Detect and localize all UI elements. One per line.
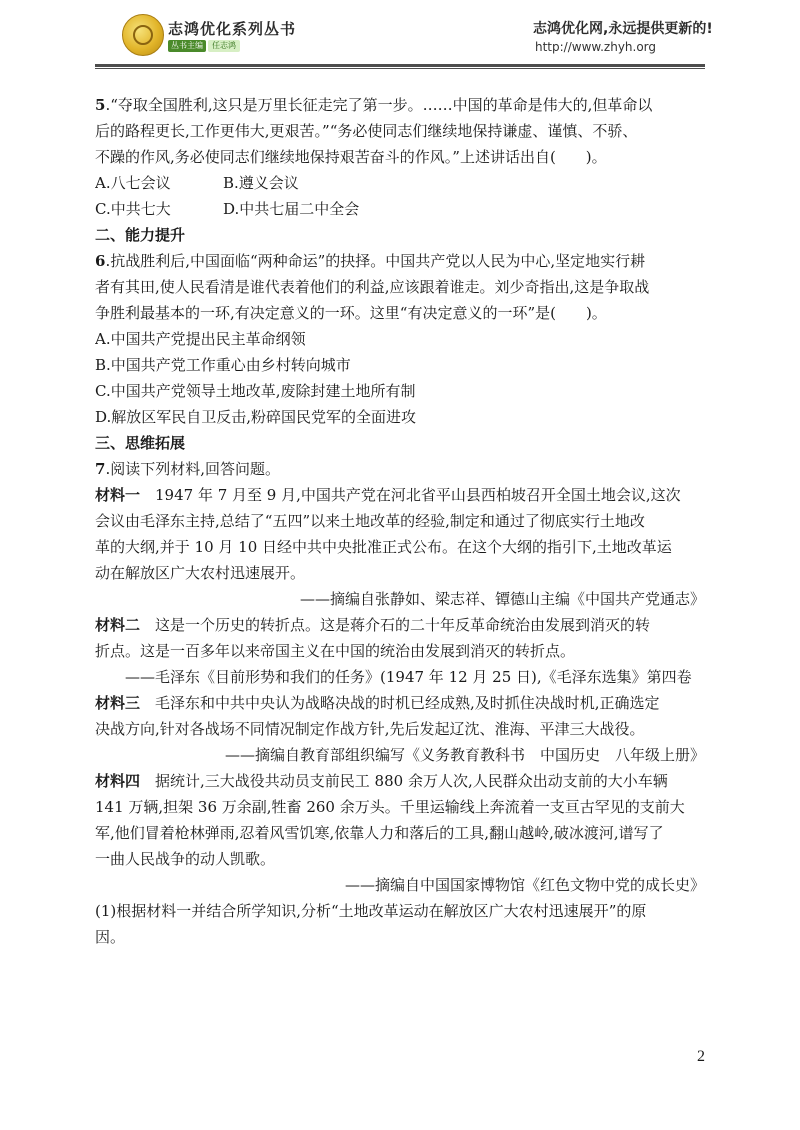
- page-header: [0, 0, 800, 72]
- material-1-line-2: 会议由毛泽东主持,总结了“五四”以来土地改革的经验,制定和通过了彻底实行土地改: [95, 512, 645, 530]
- editor-badge: [168, 40, 240, 54]
- option-c: C.中共七大: [95, 200, 171, 218]
- question-text: .阅读下列材料,回答问题。: [105, 460, 280, 478]
- material-3-line-2: 决战方向,针对各战场不同情况制定作战方针,先后发起辽沈、淮海、平津三大战役。: [95, 720, 645, 738]
- material-text: 这是一个历史的转折点。这是蒋介石的二十年反革命统治由发展到消灭的转: [140, 616, 651, 634]
- material-4-source: ——摘编自中国国家博物馆《红色文物中党的成长史》: [344, 876, 705, 894]
- option-d: D.解放区军民自卫反击,粉碎国民党军的全面进攻: [95, 408, 417, 426]
- material-2-line-2: 折点。这是一百多年以来帝国主义在中国的统治由发展到消灭的转折点。: [95, 642, 576, 660]
- material-text: 据统计,三大战役共动员支前民工 880 余万人次,人民群众出动支前的大小车辆: [140, 772, 668, 790]
- option-b: B.遵义会议: [223, 174, 299, 192]
- material-2-line-1: [95, 612, 705, 638]
- question-text: .抗战胜利后,中国面临“两种命运”的抉择。中国共产党以人民为中心,坚定地实行耕: [105, 252, 646, 270]
- question-6-line-3: 争胜利最基本的一环,有决定意义的一环。这里“有决定意义的一环”是( )。: [95, 304, 607, 322]
- material-3-line-1: [95, 690, 705, 716]
- section-heading-ability: 二、能力提升: [95, 226, 186, 244]
- header-url[interactable]: http://www.zhyh.org: [535, 40, 657, 54]
- question-6-line-2: 者有其田,使人民看清是谁代表着他们的利益,应该跟着谁走。刘少奇指出,这是争取战: [95, 278, 650, 296]
- material-label: 材料一: [95, 486, 141, 504]
- material-text: 毛泽东和中共中央认为战略决战的时机已经成熟,及时抓住决战时机,正确选定: [140, 694, 660, 712]
- header-divider: [95, 64, 705, 69]
- material-4-line-1: [95, 768, 705, 794]
- option-a: A.八七会议: [95, 174, 171, 192]
- option-a: A.中国共产党提出民主革命纲领: [95, 330, 306, 348]
- question-5-line-3: 不躁的作风,务必使同志们继续地保持艰苦奋斗的作风。”上述讲话出自( )。: [95, 148, 607, 166]
- material-1-line-1: [95, 482, 705, 508]
- material-3-source: ——摘编自教育部组织编写《义务教育教科书 中国历史 八年级上册》: [224, 746, 705, 764]
- option-d: D.中共七届二中全会: [223, 200, 360, 218]
- material-4-line-4: 一曲人民战争的动人凯歌。: [95, 850, 276, 868]
- question-5-line-1: [95, 92, 705, 118]
- material-label: 材料二: [95, 616, 141, 634]
- material-4-line-3: 军,他们冒着枪林弹雨,忍着风雪饥寒,依靠人力和落后的工具,翻山越岭,破冰渡河,谱写了: [95, 824, 664, 842]
- question-number: 5: [95, 96, 106, 114]
- option-c: C.中国共产党领导土地改革,废除封建土地所有制: [95, 382, 416, 400]
- question-5-options-row-1: [95, 170, 705, 196]
- material-4-line-2: 141 万辆,担架 36 万余副,牲畜 260 余万头。千里运输线上奔流着一支亘古罕见的支前大: [95, 798, 685, 816]
- page-number: 2: [697, 1048, 705, 1065]
- option-b: B.中国共产党工作重心由乡村转向城市: [95, 356, 351, 374]
- sub-question-1-line-1: (1)根据材料一并结合所学知识,分析“土地改革运动在解放区广大农村迅速展开”的原: [95, 902, 647, 920]
- question-number: 7: [95, 460, 106, 478]
- material-1-source: ——摘编自张静如、梁志祥、镡德山主编《中国共产党通志》: [299, 590, 705, 608]
- material-label: 材料三: [95, 694, 141, 712]
- question-5-line-2: 后的路程更长,工作更伟大,更艰苦。”“务必使同志们继续地保持谦虚、谨慎、不骄、: [95, 122, 638, 140]
- material-1-line-3: 革的大纲,并于 10 月 10 日经中共中央批准正式公布。在这个大纲的指引下,土地改革运: [95, 538, 672, 556]
- editor-label: 丛书主编: [168, 40, 206, 52]
- question-7-intro: [95, 456, 705, 482]
- section-heading-thinking: 三、思维拓展: [95, 434, 186, 452]
- question-number: 6: [95, 252, 106, 270]
- material-1-line-4: 动在解放区广大农村迅速展开。: [95, 564, 306, 582]
- material-2-source: ——毛泽东《目前形势和我们的任务》(1947 年 12 月 25 日),《毛泽东选集》第四卷: [125, 668, 692, 686]
- editor-name: 任志鸿: [208, 40, 240, 52]
- page-content: [95, 92, 705, 950]
- question-text: .“夺取全国胜利,这只是万里长征走完了第一步。……中国的革命是伟大的,但革命以: [105, 96, 653, 114]
- series-title: 志鸿优化系列丛书: [168, 20, 297, 38]
- question-5-options-row-2: [95, 196, 705, 222]
- material-text: 1947 年 7 月至 9 月,中国共产党在河北省平山县西柏坡召开全国土地会议,这次: [140, 486, 681, 504]
- question-6-line-1: [95, 248, 705, 274]
- material-label: 材料四: [95, 772, 141, 790]
- sub-question-1-line-2: 因。: [95, 928, 126, 946]
- header-slogan: 志鸿优化网,永远提供更新的!: [533, 21, 713, 37]
- publisher-logo: [122, 14, 164, 56]
